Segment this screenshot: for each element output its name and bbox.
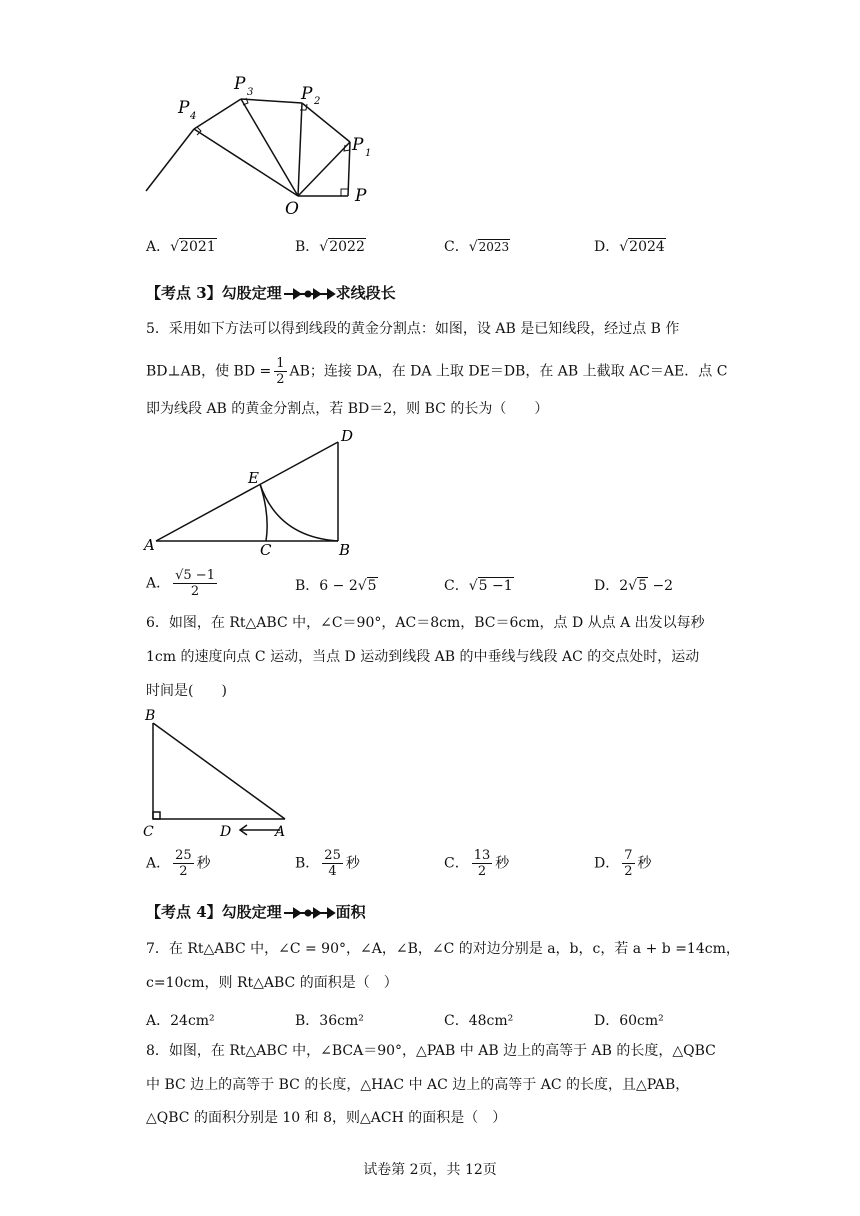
- q7-text-line2: c=10cm，则 Rt△ABC 的面积是（ ）: [146, 975, 398, 991]
- label-d: D: [341, 427, 354, 445]
- q4-option-d[interactable]: D．√2024: [594, 239, 665, 255]
- q6-option-b[interactable]: B． $\frac{25}{4}$ 秒: [295, 848, 360, 879]
- label-p2-sub: 2: [314, 96, 321, 107]
- q8-text-line2: 中 BC 边上的高等于 BC 的长度，△HAC 中 AC 边上的高等于 AC 的长度，且△PAB，: [146, 1077, 690, 1093]
- arrow-decoration-icon: [282, 906, 336, 920]
- q6-text-line1: 6．如图，在 Rt△ABC 中，∠C＝90°，AC＝8cm，BC＝6cm，点 D 从点 A 出发以每秒: [146, 615, 705, 631]
- q7-option-d[interactable]: D．60cm²: [594, 1013, 664, 1029]
- fraction-half: $\frac{1}{2}$: [276, 356, 285, 387]
- q7-option-a[interactable]: A．24cm²: [146, 1013, 215, 1029]
- label-p2: P: [301, 84, 313, 104]
- q5-text-line2: BD⊥AB，使 BD = $\frac{1}{2}$ AB；连接 DA，在 DA 上取 DE＝DB，在 AB 上截取 AC＝AE．点 C: [146, 356, 728, 387]
- arrow-decoration-icon: [282, 287, 336, 301]
- q5-text-line3: 即为线段 AB 的黄金分割点，若 BD＝2，则 BC 的长为（ ）: [146, 401, 549, 417]
- q4-option-b[interactable]: B．√2022: [295, 239, 365, 255]
- label-p3: P: [234, 74, 246, 94]
- label-e: E: [248, 469, 259, 487]
- right-triangle-figure: [140, 702, 290, 842]
- q5-option-b[interactable]: B．6 − 2√5: [295, 578, 377, 594]
- label-b: B: [145, 708, 156, 724]
- section-4-heading: 【考点 4】勾股定理 面积: [146, 903, 366, 921]
- label-d: D: [220, 824, 232, 840]
- label-c: C: [260, 541, 272, 559]
- q8-text-line1: 8．如图，在 Rt△ABC 中，∠BCA＝90°，△PAB 中 AB 边上的高等于 AB 的长度，△QBC: [146, 1043, 716, 1059]
- q4-option-a[interactable]: A．√2021: [146, 239, 216, 255]
- q7-option-b[interactable]: B．36cm²: [295, 1013, 364, 1029]
- q8-text-line3: △QBC 的面积分别是 10 和 8，则△ACH 的面积是（ ）: [146, 1110, 507, 1126]
- q6-option-d[interactable]: D． $\frac{7}{2}$ 秒: [594, 848, 652, 879]
- label-p4: P: [178, 98, 190, 118]
- label-p4-sub: 4: [190, 111, 197, 122]
- spiral-triangle-figure: [140, 70, 380, 220]
- label-a: A: [275, 824, 286, 840]
- golden-section-figure: [140, 425, 365, 560]
- q7-text-line1: 7．在 Rt△ABC 中，∠C = 90°，∠A，∠B，∠C 的对边分别是 a，b，c，若 a + b =14cm，: [146, 941, 740, 957]
- label-b: B: [339, 541, 351, 559]
- q6-option-c[interactable]: C． $\frac{13}{2}$ 秒: [444, 848, 510, 879]
- label-p3-sub: 3: [247, 87, 254, 98]
- label-o: O: [285, 199, 299, 219]
- label-a: A: [144, 536, 155, 554]
- q5-text-line1: 5．采用如下方法可以得到线段的黄金分割点：如图，设 AB 是已知线段，经过点 B 作: [146, 321, 680, 337]
- label-c: C: [143, 824, 154, 840]
- page-footer: 试卷第 2页，共 12页: [363, 1162, 497, 1178]
- label-p1: P: [352, 135, 364, 155]
- q6-text-line3: 时间是( ): [146, 683, 227, 699]
- q5-option-a[interactable]: A． $\frac{√5 -1}{2}$: [146, 568, 215, 599]
- section-3-heading: 【考点 3】勾股定理 求线段长: [146, 284, 396, 302]
- q5-option-d[interactable]: D．2√5 −2: [594, 578, 674, 594]
- q5-option-c[interactable]: C．√5 −1: [444, 578, 513, 594]
- q7-option-c[interactable]: C．48cm²: [444, 1013, 514, 1029]
- label-p1-sub: 1: [365, 148, 372, 159]
- q6-text-line2: 1cm 的速度向点 C 运动，当点 D 运动到线段 AB 的中垂线与线段 AC 的交点处时，运动: [146, 649, 700, 665]
- q6-option-a[interactable]: A． $\frac{25}{2}$ 秒: [146, 848, 211, 879]
- q4-option-c[interactable]: C．√2023: [444, 239, 510, 255]
- label-p: P: [355, 186, 367, 206]
